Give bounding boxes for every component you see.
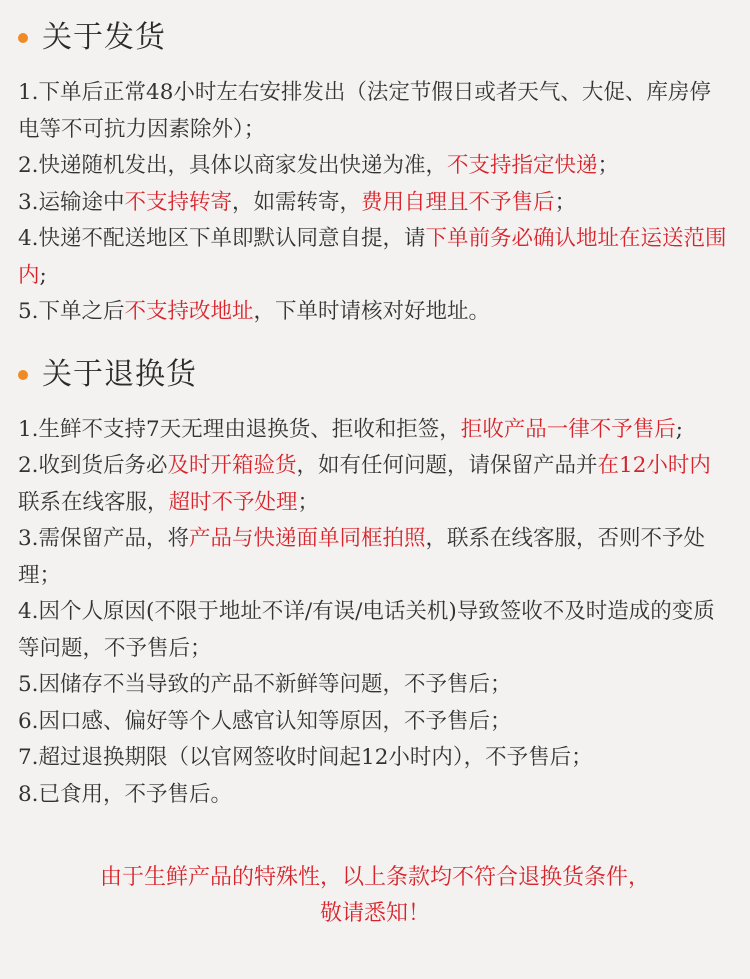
rule-highlight-text: 不支持指定快递 — [447, 153, 598, 178]
footer-line-2: 敬请悉知！ — [319, 901, 430, 926]
orange-bullet-icon — [18, 370, 28, 380]
rule-item — [18, 294, 732, 331]
rule-text: 5.下单之后 — [18, 299, 125, 324]
rule-item — [18, 777, 732, 814]
returns-section-title: 关于退换货 — [42, 356, 197, 392]
rule-text: 5.因储存不当导致的产品不新鲜等问题，不予售后； — [18, 672, 512, 697]
rule-text: 3.需保留产品，将 — [18, 526, 190, 551]
rule-text: 6.因口感、偏好等个人感官认知等原因，不予售后； — [18, 708, 512, 734]
rule-text: ； — [597, 153, 620, 178]
rule-text: 2.快递随机发出，具体以商家发出快递为准， — [18, 153, 448, 178]
rule-item — [18, 75, 732, 148]
shipping-section-title: 关于发货 — [42, 20, 166, 55]
rule-text: ，如有任何问题，请保留产品并 — [296, 453, 598, 478]
rule-text: 4.因个人原因(不限于地址不详/有误/电话关机)导致签收不及时造成的变质等问题，不予售后； — [18, 599, 715, 661]
rule-text: 3.运输途中 — [18, 189, 125, 215]
shipping-rules-list — [18, 75, 732, 331]
rule-highlight-text: 及时开箱验货 — [167, 453, 297, 478]
rule-text: 1.生鲜不支持7天无理由退换货、拒收和拒签， — [18, 416, 461, 442]
rule-text: ； — [297, 489, 320, 515]
rule-text: ; — [675, 416, 683, 442]
rule-item — [18, 704, 732, 741]
rule-item — [18, 740, 732, 777]
rule-item — [18, 594, 732, 667]
rule-text: 2.收到货后务必 — [18, 453, 168, 478]
rule-item — [18, 148, 732, 185]
orange-bullet-icon — [18, 33, 28, 43]
rule-highlight-text: 产品与快递面单同框拍照 — [189, 526, 426, 551]
rule-text: ; — [39, 262, 47, 288]
rule-highlight-text: 下单前务必确认地址在运送范围内 — [18, 226, 727, 288]
rule-text: ，下单时请核对好地址。 — [253, 299, 491, 324]
rule-text: 1.下单后正常48小时左右安排发出（法定节假日或者天气、大促、库房停电等不可抗力因素除外）； — [18, 80, 711, 142]
rule-item — [18, 448, 732, 521]
rule-text: ，如需转寄， — [232, 189, 362, 215]
rule-text: 7.超过退换期限（以官网签收时间起12小时内），不予售后； — [18, 745, 593, 770]
footer-line-1: 由于生鲜产品的特殊性，以上条款均不符合退换货条件， — [99, 865, 650, 890]
rule-highlight-text: 费用自理且不予售后 — [361, 189, 555, 215]
rule-item — [18, 667, 732, 704]
returns-section-header — [18, 355, 732, 395]
rule-highlight-text: 不支持转寄 — [124, 189, 233, 215]
rule-item — [18, 412, 732, 449]
returns-rules-list — [18, 412, 732, 814]
rule-item — [18, 185, 732, 222]
rule-text: ，联系在线客服，否则不予处理； — [18, 526, 706, 588]
rule-text: 联系在线客服， — [18, 489, 169, 515]
rule-highlight-text: 不支持改地址 — [124, 299, 254, 324]
rule-text: ； — [554, 189, 577, 215]
rule-text: 4.快递不配送地区下单即默认同意自提，请 — [18, 226, 426, 251]
rule-highlight-text: 超时不予处理 — [168, 489, 298, 515]
rule-item — [18, 221, 732, 294]
rule-item — [18, 521, 732, 594]
rule-highlight-text: 拒收产品一律不予售后 — [460, 416, 676, 442]
shipping-section-header — [18, 18, 732, 58]
rule-text: 8.已食用，不予售后。 — [18, 781, 233, 807]
footer-notice — [0, 860, 750, 932]
rule-highlight-text: 在12小时内 — [597, 453, 711, 478]
